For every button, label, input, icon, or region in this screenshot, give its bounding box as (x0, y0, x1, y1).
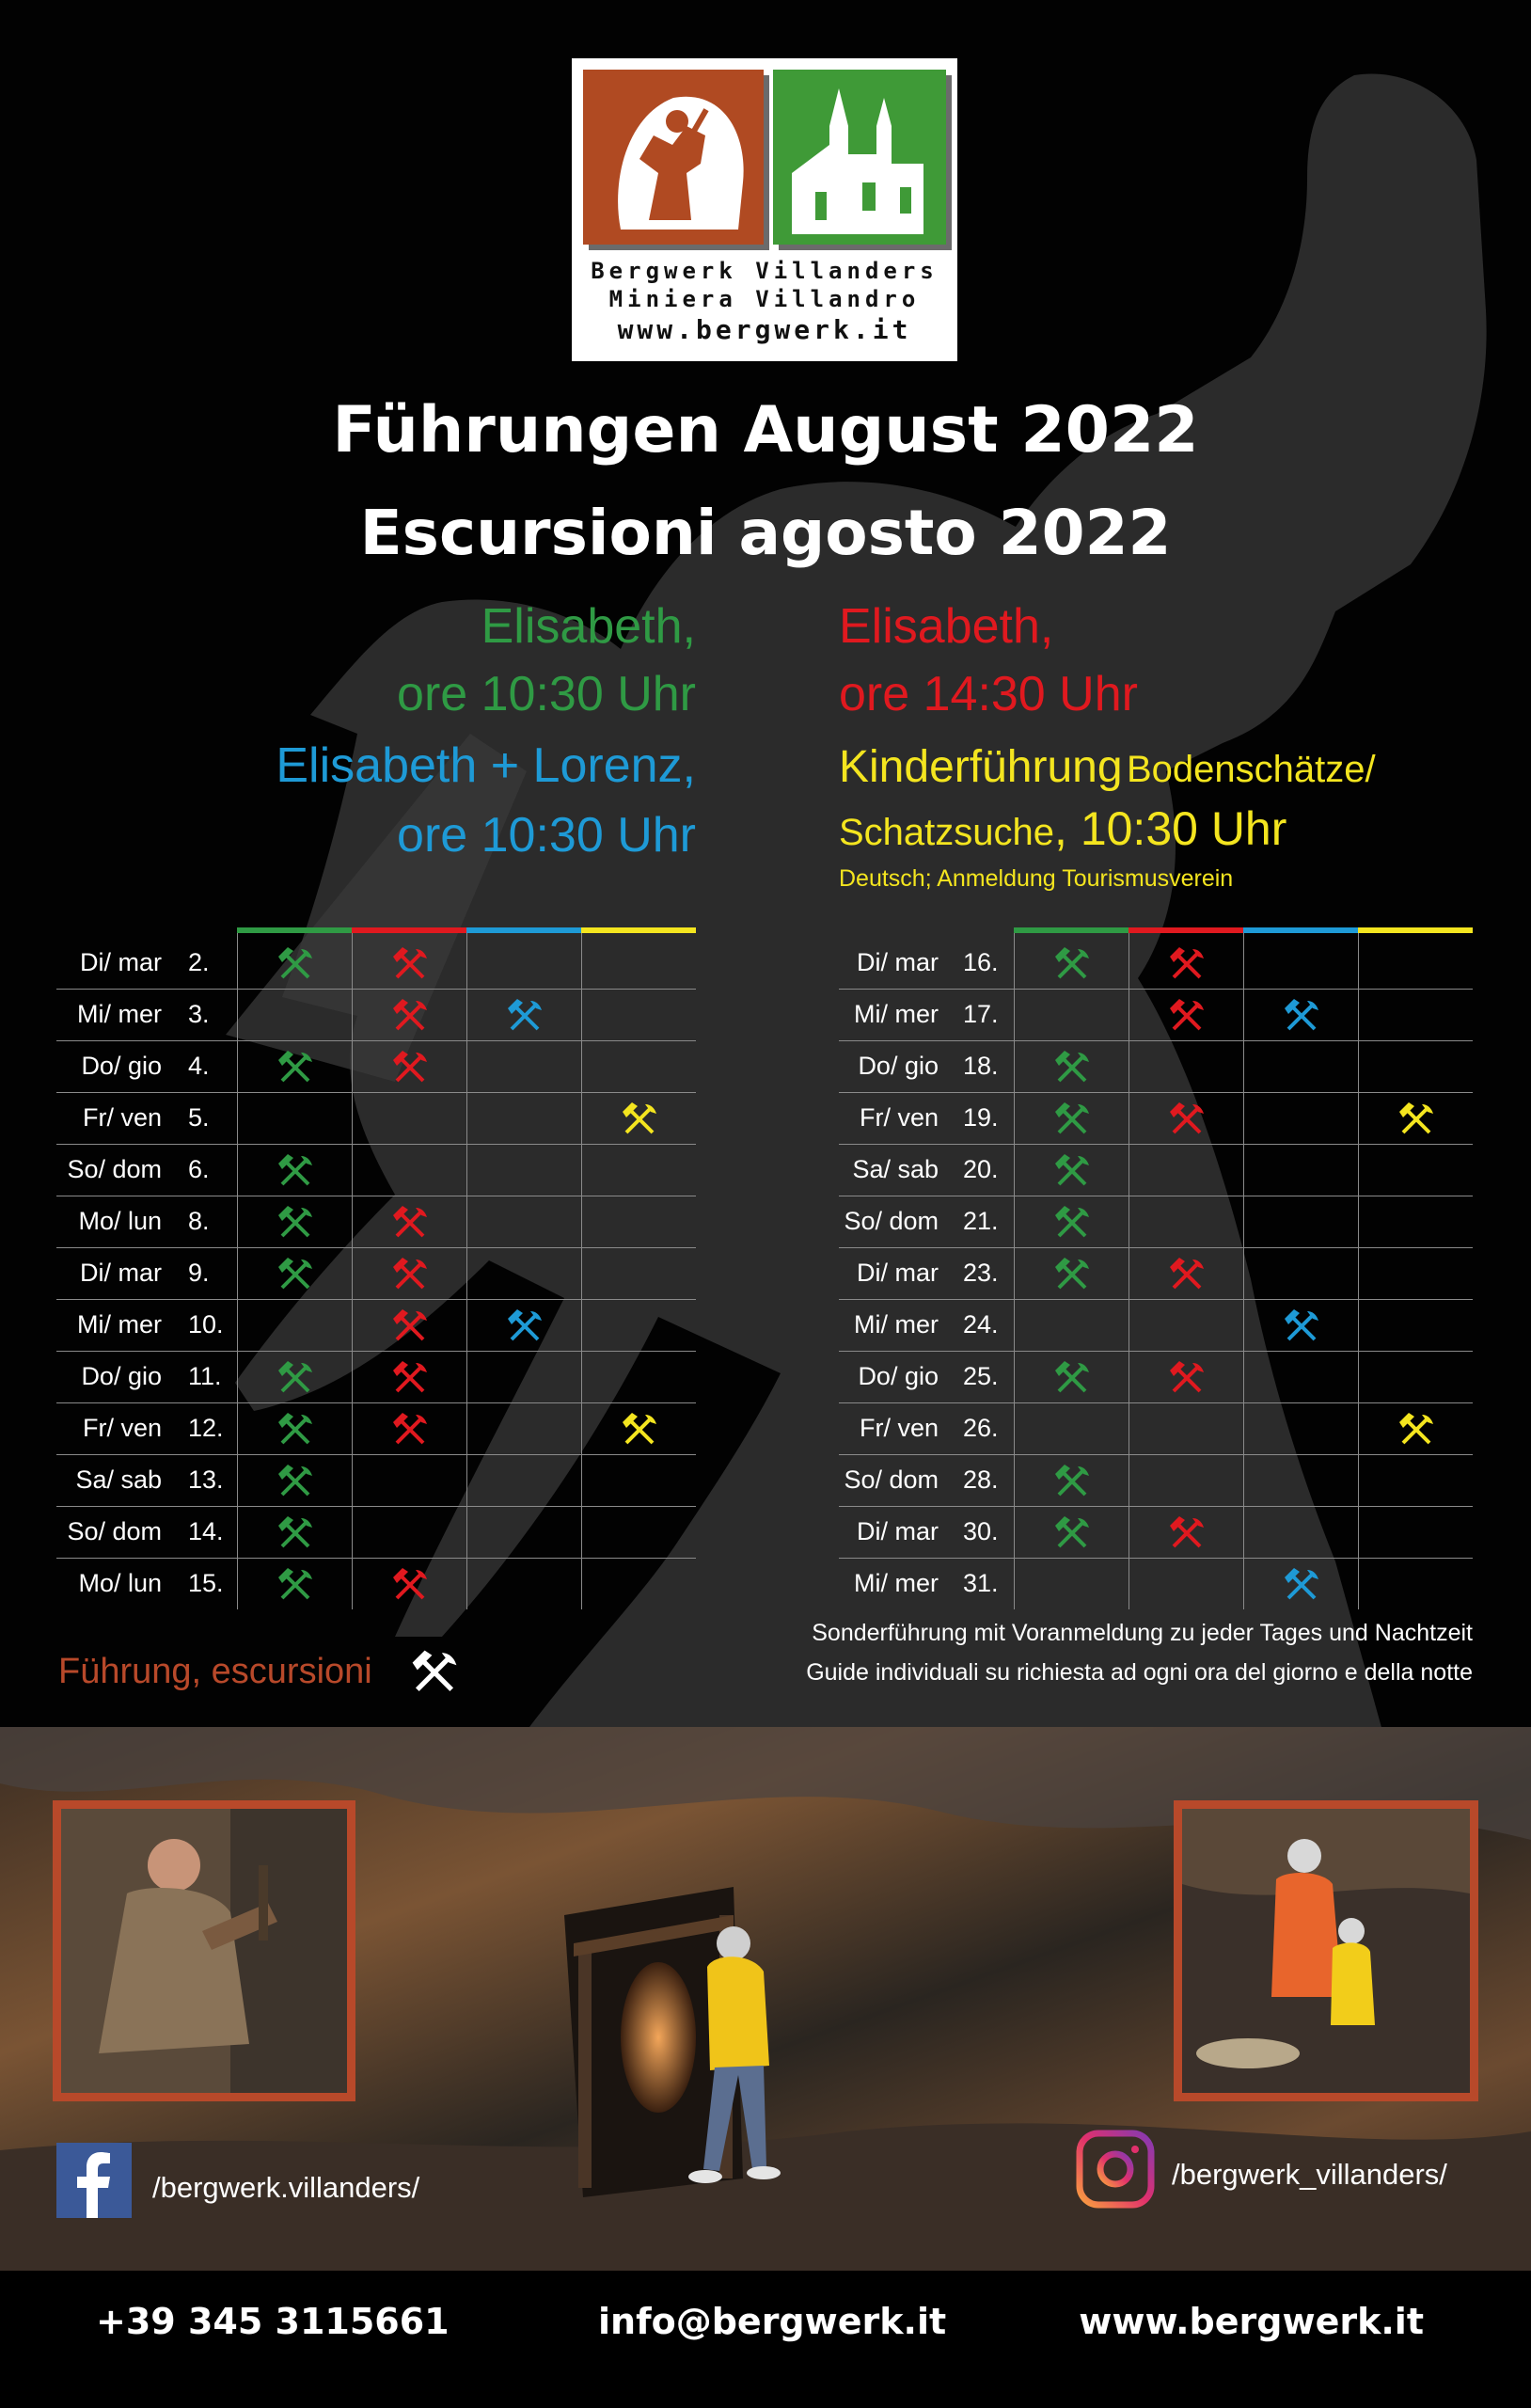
hammer-pick-icon-red (1168, 997, 1206, 1035)
row-day: Fr/ ven (82, 1414, 162, 1442)
title-de: Führungen August 2022 (332, 393, 1199, 467)
logo-text-de: Bergwerk Villanders (591, 258, 939, 284)
legend-green-name: Elisabeth, (481, 599, 696, 654)
column-header-blue (1243, 927, 1358, 933)
row-day: Di/ mar (857, 1259, 939, 1287)
row-date: 21. (963, 1207, 999, 1235)
legend-yellow-line2 (839, 801, 1286, 856)
legend-yellow-schatz: Schatzsuche (839, 812, 1055, 853)
schedule-row (839, 1506, 1473, 1558)
row-day: Mi/ mer (854, 1310, 939, 1339)
hammer-pick-icon-green (1053, 1204, 1091, 1242)
row-date: 19. (963, 1103, 999, 1132)
schedule-row (839, 1454, 1473, 1506)
footer-website[interactable]: www.bergwerk.it (1079, 2301, 1424, 2342)
schedule-row (839, 1402, 1473, 1454)
schedule-table-right (839, 927, 1475, 1605)
row-day: Fr/ ven (859, 1414, 939, 1442)
hammer-pick-icon-red (1168, 1514, 1206, 1552)
schedule-row (839, 1558, 1473, 1609)
row-day: Sa/ sab (852, 1155, 939, 1183)
hammer-pick-icon-green (276, 1256, 314, 1293)
row-day: So/ dom (844, 1465, 939, 1494)
legend-yellow-time: , 10:30 Uhr (1054, 802, 1287, 855)
instagram-handle: /bergwerk_villanders/ (1172, 2158, 1447, 2191)
schedule-row (839, 1144, 1473, 1196)
legend-blue-time: ore 10:30 Uhr (397, 808, 696, 863)
schedule-row (839, 1247, 1473, 1299)
hammer-pick-icon-yellow (1397, 1101, 1435, 1138)
schedule-row (56, 1299, 696, 1351)
row-date: 12. (188, 1414, 224, 1442)
row-day: Fr/ ven (859, 1103, 939, 1132)
row-day: So/ dom (844, 1207, 939, 1235)
monk-miner-image (61, 1809, 347, 2093)
legend-green-time: ore 10:30 Uhr (397, 667, 696, 721)
row-day: Di/ mar (80, 948, 162, 976)
row-date: 4. (188, 1052, 210, 1080)
hammer-pick-icon-red (391, 1359, 429, 1397)
row-day: Mo/ lun (78, 1207, 162, 1235)
column-header-green (1014, 927, 1129, 933)
column-header-yellow (581, 927, 696, 933)
row-day: Di/ mar (80, 1259, 162, 1287)
hammer-pick-icon-red (391, 1411, 429, 1449)
schedule-row (839, 1351, 1473, 1402)
hammer-pick-icon-red (391, 945, 429, 983)
logo-url: www.bergwerk.it (617, 314, 912, 345)
row-date: 14. (188, 1517, 224, 1545)
bergwerk-logo[interactable] (572, 58, 957, 361)
village-emblem-icon (773, 70, 946, 245)
hammer-pick-icon-green (1053, 1049, 1091, 1086)
schedule-row (839, 1299, 1473, 1351)
row-date: 16. (963, 948, 999, 976)
schedule-row (839, 1092, 1473, 1144)
row-date: 30. (963, 1517, 999, 1545)
hammer-pick-icon-yellow (621, 1101, 658, 1138)
column-header-red (352, 927, 466, 933)
row-date: 5. (188, 1103, 210, 1132)
row-day: Mi/ mer (854, 1569, 939, 1597)
photo-monk-miner (53, 1800, 355, 2101)
hammer-pick-icon-green (1053, 1152, 1091, 1190)
legend-yellow-boden: Bodenschätze/ (1127, 749, 1376, 790)
row-day: Di/ mar (857, 948, 939, 976)
row-day: Do/ gio (81, 1052, 162, 1080)
miner-emblem (583, 70, 764, 245)
row-day: Do/ gio (81, 1362, 162, 1390)
schedule-row (56, 1558, 696, 1609)
row-date: 26. (963, 1414, 999, 1442)
schedule-row (56, 1402, 696, 1454)
row-date: 25. (963, 1362, 999, 1390)
row-date: 17. (963, 1000, 999, 1028)
hammer-pick-icon-red (391, 1566, 429, 1604)
hammer-pick-icon-green (276, 1566, 314, 1604)
facebook-icon (56, 2143, 132, 2218)
schedule-row (56, 1196, 696, 1247)
row-day: Mi/ mer (77, 1000, 162, 1028)
hammer-pick-icon-red (1168, 1256, 1206, 1293)
hammer-pick-icon-yellow (621, 1411, 658, 1449)
child-miner-image (1182, 1809, 1470, 2093)
row-date: 23. (963, 1259, 999, 1287)
hammer-pick-icon-blue (1283, 997, 1320, 1035)
photo-child-miner (1174, 1800, 1478, 2101)
footer-email[interactable]: info@bergwerk.it (598, 2301, 947, 2342)
hammer-pick-icon-blue (506, 997, 544, 1035)
schedule-row (56, 937, 696, 989)
instagram-link[interactable] (1072, 2130, 1486, 2214)
key-label: Führung, escursioni (58, 1652, 372, 1691)
column-header-blue (466, 927, 581, 933)
row-day: Mi/ mer (77, 1310, 162, 1339)
row-day: Do/ gio (858, 1052, 939, 1080)
row-date: 11. (188, 1362, 222, 1390)
legend-yellow-line1 (839, 741, 1376, 793)
column-header-yellow (1358, 927, 1473, 933)
hammer-pick-icon (410, 1648, 459, 1697)
schedule-row (56, 1454, 696, 1506)
schedule-row (56, 1247, 696, 1299)
schedule-row (56, 989, 696, 1040)
schedule-row (56, 1144, 696, 1196)
row-date: 9. (188, 1259, 210, 1287)
column-header-red (1129, 927, 1243, 933)
village-emblem (773, 70, 946, 245)
hammer-pick-icon-yellow (1397, 1411, 1435, 1449)
hammer-pick-icon-red (391, 1256, 429, 1293)
facebook-handle: /bergwerk.villanders/ (152, 2171, 420, 2204)
row-day: Mi/ mer (854, 1000, 939, 1028)
row-day: So/ dom (67, 1155, 162, 1183)
title-it: Escursioni agosto 2022 (359, 497, 1172, 569)
row-date: 31. (963, 1569, 999, 1597)
row-day: Sa/ sab (75, 1465, 162, 1494)
hammer-pick-icon-green (276, 1152, 314, 1190)
hammer-pick-icon-red (391, 1307, 429, 1345)
row-day: Di/ mar (857, 1517, 939, 1545)
legend-blue-name: Elisabeth + Lorenz, (276, 738, 696, 793)
hammer-pick-icon-green (276, 1411, 314, 1449)
hammer-pick-icon-red (1168, 945, 1206, 983)
hammer-pick-icon-green (1053, 1359, 1091, 1397)
column-header-green (237, 927, 352, 933)
hammer-pick-icon-green (1053, 1514, 1091, 1552)
hammer-pick-icon-green (1053, 1256, 1091, 1293)
schedule-row (56, 1040, 696, 1092)
legend-yellow-note: Deutsch; Anmeldung Tourismusverein (839, 865, 1234, 892)
schedule-row (56, 1351, 696, 1402)
hammer-pick-icon-red (391, 1049, 429, 1086)
hammer-pick-icon-green (276, 1049, 314, 1086)
row-date: 10. (188, 1310, 224, 1339)
schedule-row (56, 1506, 696, 1558)
schedule-row (839, 1040, 1473, 1092)
facebook-link[interactable] (56, 2143, 451, 2218)
row-day: Do/ gio (858, 1362, 939, 1390)
row-day: Fr/ ven (82, 1103, 162, 1132)
row-date: 15. (188, 1569, 224, 1597)
hammer-pick-icon-green (276, 1204, 314, 1242)
row-date: 6. (188, 1155, 210, 1183)
logo-text-it: Miniera Villandro (608, 286, 921, 312)
hammer-pick-icon-red (1168, 1101, 1206, 1138)
row-day: So/ dom (67, 1517, 162, 1545)
hammer-pick-icon-red (391, 997, 429, 1035)
row-date: 2. (188, 948, 210, 976)
note-de: Sonderführung mit Voranmeldung zu jeder Tages und Nachtzeit (812, 1620, 1473, 1646)
schedule-row (839, 937, 1473, 989)
row-date: 18. (963, 1052, 999, 1080)
hammer-pick-icon-green (276, 945, 314, 983)
legend-red-name: Elisabeth, (839, 599, 1054, 654)
legend-red-time: ore 14:30 Uhr (839, 667, 1138, 721)
hammer-pick-icon-red (1168, 1359, 1206, 1397)
hammer-pick-icon-blue (506, 1307, 544, 1345)
hammer-pick-icon-red (391, 1204, 429, 1242)
hammer-pick-icon-green (276, 1514, 314, 1552)
schedule-table-left (56, 927, 696, 1605)
row-date: 8. (188, 1207, 210, 1235)
hammer-pick-icon-green (276, 1463, 314, 1500)
row-date: 24. (963, 1310, 999, 1339)
footer-phone[interactable]: +39 345 3115661 (96, 2301, 450, 2342)
row-date: 3. (188, 1000, 210, 1028)
miner-emblem-icon (583, 70, 764, 245)
schedule-row (839, 989, 1473, 1040)
hammer-pick-icon-green (1053, 1463, 1091, 1500)
hammer-pick-icon-blue (1283, 1307, 1320, 1345)
schedule-row (56, 1092, 696, 1144)
hammer-pick-icon-green (1053, 945, 1091, 983)
row-date: 28. (963, 1465, 999, 1494)
mine-photo-band (0, 1727, 1531, 2271)
schedule-row (839, 1196, 1473, 1247)
hammer-pick-icon-green (276, 1359, 314, 1397)
row-day: Mo/ lun (78, 1569, 162, 1597)
row-date: 13. (188, 1465, 224, 1494)
legend-yellow-kinder: Kinderführung (839, 742, 1123, 792)
hammer-pick-icon-green (1053, 1101, 1091, 1138)
instagram-icon (1076, 2130, 1155, 2209)
row-date: 20. (963, 1155, 999, 1183)
note-it: Guide individuali su richiesta ad ogni ora del giorno e della notte (806, 1659, 1473, 1686)
hammer-pick-icon-blue (1283, 1566, 1320, 1604)
